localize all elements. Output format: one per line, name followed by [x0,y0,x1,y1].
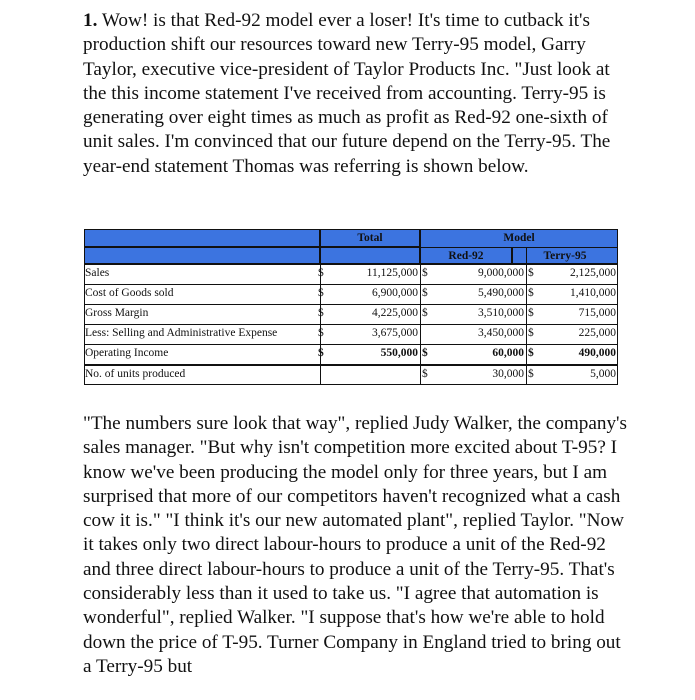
row-label: Gross Margin [85,307,149,319]
red-92-header: Red-92 [420,247,512,264]
intro-paragraph [83,9,628,179]
terry-95-value: 715,000 [578,307,616,319]
question-number: 1. [83,10,98,31]
red-92-value: 3,510,000 [478,307,524,319]
dollar-sign: $ [422,307,428,319]
model-header: Model [420,229,618,247]
red-92-value: 30,000 [492,368,524,380]
row-label: Sales [85,267,110,279]
total-value: 550,000 [380,347,418,359]
intro-text: Wow! is that Red-92 model ever a loser! It's time to cutback it's production shift our resources toward new Terry-95 model, Garry Taylor, executive vice-president of Taylor Products Inc. "Just look at the this income statement I've received from accounting. Terry-95 is generating over eight times as much as profit as Red-92 one-sixth of unit sales. I'm convinced that our future depend on the Terry-95. The year-end statement Thomas was referring is shown below. [83,10,611,177]
dollar-sign: $ [318,327,324,339]
total-value: 11,125,000 [366,267,418,279]
dollar-sign: $ [528,327,534,339]
dollar-sign: $ [422,368,428,380]
dialogue-paragraph: "The numbers sure look that way", replied Judy Walker, the company's sales manager. "But why isn't competition more excited about T-95? I know we've been producing the model only for three years, but I am surprised that more of our competitors haven't recognized what a cash cow it is." "I think it's our new automated plant", replied Taylor. "Now it takes only two direct labour-hours to produce a unit of the Red-92 and three direct labour-hours to produce a unit of the Terry-95. That's considerably less than it used to take us. "I agree that automation is wonderful", replied Walker. "I suppose that's how we're able to hold down the price of T-95. Turner Company in England tried to bring out a Terry-95 but [83,413,627,677]
table-grid [84,229,618,385]
red-92-value: 5,490,000 [478,287,524,299]
dollar-sign: $ [318,347,324,359]
terry-95-value: 1,410,000 [570,287,616,299]
total-value: 3,675,000 [372,327,418,339]
terry-95-value: 5,000 [590,368,616,380]
dollar-sign: $ [528,287,534,299]
dollar-sign: $ [318,267,324,279]
dollar-sign: $ [528,368,534,380]
terry-95-value: 490,000 [578,347,616,359]
dollar-sign: $ [318,287,324,299]
dollar-sign: $ [318,307,324,319]
red-92-value: 60,000 [492,347,524,359]
red-92-value: 3,450,000 [478,327,524,339]
row-label: No. of units produced [85,368,186,380]
income-statement-table [84,229,618,385]
red-92-value: 9,000,000 [478,267,524,279]
dollar-sign: $ [528,307,534,319]
dollar-sign: $ [528,347,534,359]
total-header: Total [320,229,420,247]
total-value: 4,225,000 [372,307,418,319]
dollar-sign: $ [422,347,428,359]
row-label: Cost of Goods sold [85,287,174,299]
terry-95-value: 2,125,000 [570,267,616,279]
dollar-sign: $ [422,287,428,299]
row-label: Less: Selling and Administrative Expense [85,327,278,339]
total-value: 6,900,000 [372,287,418,299]
row-label: Operating Income [85,347,169,359]
dollar-sign: $ [422,267,428,279]
terry-95-header: Terry-95 [512,247,618,264]
dollar-sign: $ [528,267,534,279]
terry-95-value: 225,000 [578,327,616,339]
